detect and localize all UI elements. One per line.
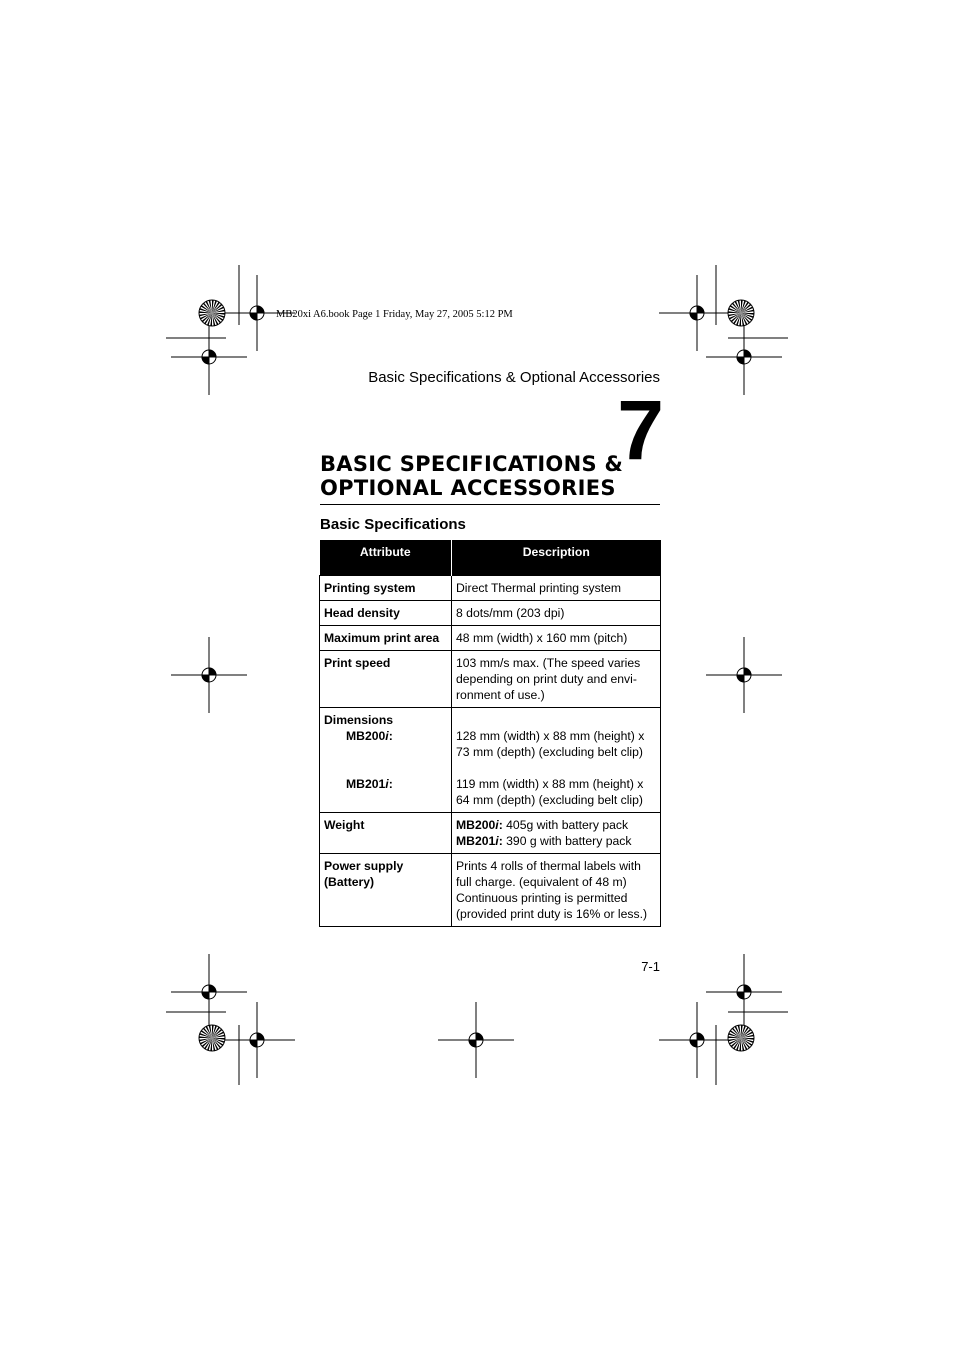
description-cell: 48 mm (width) x 160 mm (pitch) — [452, 626, 661, 651]
column-header-attribute: Attribute — [320, 540, 452, 576]
description-cell — [452, 708, 661, 813]
page-number: 7-1 — [641, 959, 660, 974]
attribute-cell: Printing system — [320, 576, 452, 601]
model-label-mb200i: MB200i: — [346, 729, 393, 743]
table-row — [320, 651, 661, 708]
table-row-dimensions — [320, 708, 661, 813]
crosshair-mark — [219, 1002, 295, 1078]
star-target-mark — [199, 1025, 225, 1051]
title-rule — [320, 504, 660, 505]
star-target-mark — [728, 1025, 754, 1051]
section-title: Basic Specifications — [320, 516, 466, 533]
running-head: Basic Specifications & Optional Accessories — [368, 369, 660, 386]
dimensions-mb201i-value: 119 mm (width) x 88 mm (height) x 64 mm (depth) (excluding belt clip) — [456, 777, 644, 807]
power-label-line-2: (Battery) — [324, 875, 375, 889]
attribute-cell: Print speed — [320, 651, 452, 708]
specifications-table — [319, 540, 661, 927]
power-label-line-1: Power supply — [324, 859, 404, 873]
table-row-power — [320, 854, 661, 927]
column-header-description: Description — [452, 540, 661, 576]
model-label-mb201i: MB201i: — [346, 777, 393, 791]
description-cell: Direct Thermal printing system — [452, 576, 661, 601]
dimensions-label: Dimensions — [324, 713, 394, 727]
crosshair-mark — [171, 637, 247, 713]
chapter-number: 7 — [617, 383, 662, 477]
crosshair-mark — [706, 637, 782, 713]
crosshair-mark — [438, 1002, 514, 1078]
attribute-cell: Maximum print area — [320, 626, 452, 651]
crosshair-mark — [706, 319, 782, 395]
star-target-mark — [199, 300, 225, 326]
crosshair-mark — [659, 275, 735, 351]
description-cell: 103 mm/s max. (The speed varies depending on print duty and envi-ronment of use.) — [452, 651, 661, 708]
table-row — [320, 601, 661, 626]
attribute-cell: Weight — [320, 813, 452, 854]
table-row — [320, 626, 661, 651]
crosshair-mark — [171, 954, 247, 1030]
description-cell — [452, 813, 661, 854]
print-info-line: MB20xi A6.book Page 1 Friday, May 27, 2005 5:12 PM — [276, 309, 513, 320]
chapter-title-line-1: BASIC SPECIFICATIONS & — [320, 452, 624, 476]
attribute-cell: Head density — [320, 601, 452, 626]
crosshair-mark — [171, 319, 247, 395]
table-row — [320, 576, 661, 601]
attribute-cell — [320, 854, 452, 927]
dimensions-mb200i-value: 128 mm (width) x 88 mm (height) x 73 mm (depth) (excluding belt clip) — [456, 729, 645, 759]
description-cell: Prints 4 rolls of thermal labels with full charge. (equivalent of 48 m) Continuous printing is permitted (provided print duty is 16% or less.) — [452, 854, 661, 927]
crosshair-mark — [706, 954, 782, 1030]
chapter-title-line-2: OPTIONAL ACCESSORIES — [320, 476, 616, 500]
table-header-row — [320, 540, 661, 576]
table-row-weight — [320, 813, 661, 854]
chapter-title — [320, 452, 623, 500]
attribute-cell — [320, 708, 452, 813]
description-cell: 8 dots/mm (203 dpi) — [452, 601, 661, 626]
weight-mb200i: MB200i: 405g with battery pack — [456, 818, 629, 832]
weight-mb201i: MB201i: 390 g with battery pack — [456, 834, 632, 848]
crosshair-mark — [659, 1002, 735, 1078]
star-target-mark — [728, 300, 754, 326]
